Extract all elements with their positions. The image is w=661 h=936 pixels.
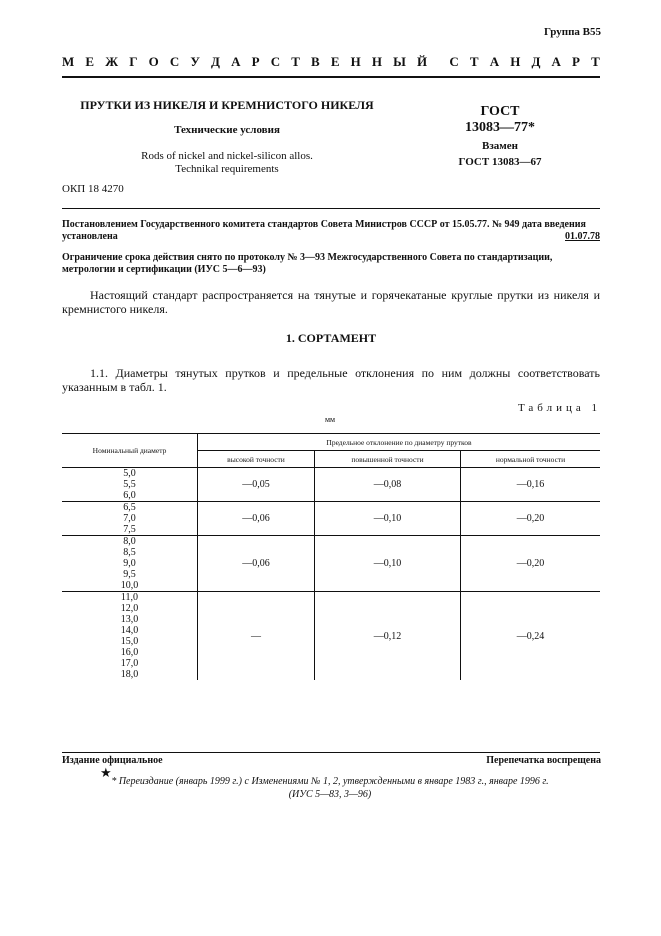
deviation-high-cell: —0,05 (198, 468, 315, 502)
diameter-value: 8,5 (123, 547, 136, 558)
standard-type-letter: Г (129, 54, 138, 69)
header-normal: нормальной точности (461, 451, 600, 468)
standard-type-letter: Н (510, 54, 521, 69)
diameter-value: 5,5 (123, 479, 136, 490)
english-title-line2: Technikal requirements (175, 163, 279, 175)
gost-designation (440, 104, 560, 136)
standard-type-letter: Д (531, 54, 541, 69)
tolerance-table (62, 433, 600, 680)
effective-date: 01.07.78 (565, 231, 600, 242)
header-high: высокой точности (198, 451, 315, 468)
header-diameter: Номинальный диаметр (62, 434, 198, 468)
footer-divider (62, 752, 600, 753)
english-title-line1: Rods of nickel and nickel-silicon allos. (141, 150, 313, 162)
diameter-cell (62, 536, 198, 592)
standard-type-heading (62, 54, 600, 70)
diameter-value: 14,0 (120, 625, 139, 636)
diameter-value: 6,5 (123, 502, 136, 513)
standard-type-letter: Ж (105, 54, 119, 69)
replaces-gost: ГОСТ 13083—67 (458, 156, 542, 168)
standard-type-letter: М (62, 54, 75, 69)
clause-1-1: 1.1. Диаметры тянутых прутков и предельные отклонения по ним должны соответствовать указанным в табл. 1. (62, 366, 600, 394)
standard-type-letter: У (190, 54, 200, 69)
document-subtitle: Технические условия (174, 124, 280, 136)
standard-type-letter: С (449, 54, 459, 69)
table-row (62, 502, 600, 536)
diameter-value: 13,0 (120, 614, 139, 625)
deviation-normal-cell: —0,16 (461, 468, 600, 502)
table-row (62, 536, 600, 592)
standard-type-letter: А (551, 54, 561, 69)
replaces-label: Взамен (482, 140, 518, 152)
reissue-note (80, 775, 580, 801)
standard-type-letter: Н (371, 54, 382, 69)
section-heading: 1. СОРТАМЕНТ (285, 331, 377, 345)
english-title (62, 150, 392, 176)
deviation-high-cell: —0,06 (198, 502, 315, 536)
standard-type-letter: А (231, 54, 241, 69)
decree-text (62, 219, 600, 243)
diameter-cell (62, 592, 198, 681)
diameter-cell (62, 502, 198, 536)
standard-type-letter: Е (85, 54, 95, 69)
standard-type-letter: А (489, 54, 500, 69)
diameter-value: 6,0 (123, 490, 136, 501)
standard-type-letter: Т (291, 54, 300, 69)
reissue-note-line2: (ИУС 5—83, 3—96) (288, 789, 372, 800)
deviation-increased-cell: —0,08 (314, 468, 460, 502)
header-deviation: Предельное отклонение по диаметру прутков (198, 434, 601, 451)
table-label: Таблица 1 (517, 402, 601, 414)
diameter-value: 5,0 (123, 468, 136, 479)
standard-type-letter: С (270, 54, 281, 69)
diameter-value: 16,0 (120, 647, 139, 658)
deviation-increased-cell: —0,12 (314, 592, 460, 681)
standard-type-letter: Р (251, 54, 260, 69)
diameter-value: 11,0 (120, 592, 139, 603)
deviation-increased-cell: —0,10 (314, 536, 460, 592)
diameter-value: 7,5 (123, 524, 136, 535)
gost-number: 13083—77* (465, 120, 535, 135)
standard-type-letter: Е (330, 54, 340, 69)
diameter-value: 8,0 (123, 536, 136, 547)
okp-code: ОКП 18 4270 (62, 183, 124, 195)
standard-type-letter: С (169, 54, 180, 69)
deviation-high-cell: —0,06 (198, 536, 315, 592)
replaces-block (440, 138, 560, 170)
standard-type-letter: Н (350, 54, 361, 69)
reprint-prohibited: Перепечатка воспрещена (486, 755, 601, 766)
diameter-value: 17,0 (120, 658, 139, 669)
decree-body: Постановлением Государственного комитета стандартов Совета Министров СССР от 15.05.77. № 949 дата введения установлена (62, 219, 586, 242)
official-edition: Издание официальное (62, 755, 163, 766)
deviation-high-cell: — (198, 592, 315, 681)
diameter-value: 7,0 (123, 513, 136, 524)
standard-type-letter: Р (572, 54, 580, 69)
diameter-value: 15,0 (120, 636, 139, 647)
standard-type-letter: О (148, 54, 159, 69)
deviation-normal-cell: —0,20 (461, 502, 600, 536)
deviation-normal-cell: —0,24 (461, 592, 600, 681)
diameter-cell (62, 468, 198, 502)
scope-paragraph: Настоящий стандарт распространяется на тянутые и горячекатаные круглые прутки из никеля и кремнистого никеля. (62, 288, 600, 316)
header-divider (62, 76, 600, 78)
standard-type-letter: Д (211, 54, 220, 69)
limitation-text: Ограничение срока действия снято по протоколу № 3—93 Межгосударственного Совета по стандартизации, метрологии и сертификации (ИУС 5—6—93) (62, 252, 553, 275)
standard-type-letter: Ы (393, 54, 406, 69)
standard-type-letter: Т (591, 54, 600, 69)
table-row (62, 468, 600, 502)
deviation-increased-cell: —0,10 (314, 502, 460, 536)
gost-label: ГОСТ (480, 104, 520, 119)
document-title: ПРУТКИ ИЗ НИКЕЛЯ И КРЕМНИСТОГО НИКЕЛЯ (80, 98, 374, 112)
standard-type-letter: Т (469, 54, 479, 69)
reissue-note-line1: * Переиздание (январь 1999 г.) с Изменениями № 1, 2, утвержденными в январе 1983 г., январе 1996 г. (111, 776, 549, 787)
diameter-value: 9,0 (123, 558, 136, 569)
diameter-value: 9,5 (123, 569, 136, 580)
diameter-value: 12,0 (120, 603, 139, 614)
group-code: Группа В55 (543, 26, 601, 38)
standard-type-letter: В (311, 54, 320, 69)
table-unit: мм (324, 415, 336, 424)
header-increased: повышенной точности (314, 451, 460, 468)
diameter-value: 10,0 (120, 580, 139, 591)
standard-type-letter: Й (417, 54, 428, 69)
table-row (62, 592, 600, 681)
deviation-normal-cell: —0,20 (461, 536, 600, 592)
okp-divider (62, 208, 600, 209)
star-icon: ★ (100, 765, 112, 780)
diameter-value: 18,0 (120, 669, 139, 680)
